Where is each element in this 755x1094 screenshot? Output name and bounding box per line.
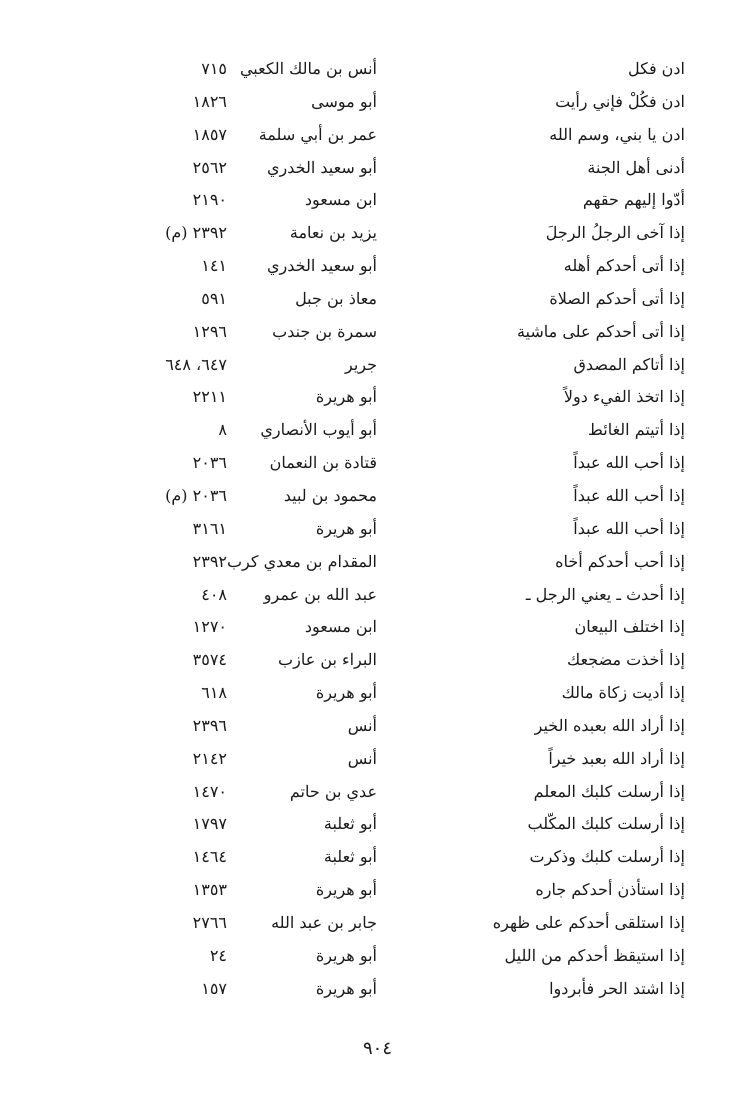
hadith-opening: إذا أرسلت كلبك المعلم [533,781,685,801]
hadith-opening: إذا استيقظ أحدكم من الليل [504,945,685,965]
hadith-opening: إذا أحب أحدكم أخاه [555,551,685,571]
narrator-name: أنس بن مالك الكعبي [239,59,377,78]
narrator-name: أبو هريرة [315,978,377,998]
hadith-opening: إذا أحب الله عبداً [573,518,685,538]
hadith-number: ٢١٩٠ [192,190,227,210]
narrator-name: أنس [347,748,377,768]
index-row [0,579,755,612]
hadith-opening: أدّوا إليهم حقهم [582,190,685,210]
hadith-opening: إذا أتيتم الغائط [588,420,685,440]
hadith-number: ٢٤ [209,945,227,965]
index-row [0,349,755,382]
narrator-name: أبو سعيد الخدري [267,256,377,276]
index-row [0,546,755,579]
index-row [0,414,755,447]
hadith-opening: إذا أحب الله عبداً [573,453,685,473]
narrator-name: قتادة بن النعمان [269,453,377,473]
hadith-number: ٨ [218,420,227,440]
index-row [0,841,755,874]
narrator-name: المقدام بن معدي كرب [226,551,377,571]
hadith-number: ١٧٩٧ [192,814,227,834]
hadith-number: ٥٩١ [201,288,227,308]
index-row [0,611,755,644]
narrator-name: يزيد بن نعامة [289,223,377,243]
index-row [0,743,755,776]
hadith-opening: إذا أراد الله بعبده الخير [534,715,685,735]
hadith-opening: إذا أتى أحدكم أهله [563,256,685,276]
index-row [0,907,755,940]
index-row [0,808,755,841]
hadith-opening: إذا اشتد الحر فأبردوا [549,978,685,998]
hadith-opening: ادن فكُلْ فإني رأيت [555,91,685,111]
hadith-opening: إذا أرسلت كلبك المكّلب [527,814,685,834]
index-row [0,644,755,677]
hadith-opening: إذا أتى أحدكم الصلاة [549,288,685,308]
index-row [0,53,755,86]
hadith-number: ٣١٦١ [192,518,227,538]
hadith-number: ١٤١ [201,256,227,276]
narrator-name: أبو ثعلبة [323,847,377,867]
hadith-number: ١٣٥٣ [192,880,227,900]
index-row [0,710,755,743]
hadith-opening: إذا أرسلت كلبك وذكرت [529,847,685,867]
narrator-name: عمر بن أبي سلمة [258,124,377,144]
hadith-opening: إذا أديت زكاة مالك [561,683,685,703]
narrator-name: أبو موسى [311,91,377,111]
hadith-number: ١٢٩٦ [192,321,227,341]
narrator-name: محمود بن لبيد [283,485,377,505]
index-row [0,973,755,1006]
hadith-number: ٢١٤٢ [192,748,227,768]
index-row [0,940,755,973]
index-row [0,776,755,809]
narrator-name: جابر بن عبد الله [271,912,377,932]
narrator-name: أبو هريرة [315,945,377,965]
hadith-number: ٢٥٦٢ [192,157,227,177]
hadith-number: ١٨٥٧ [192,124,227,144]
narrator-name: سمرة بن جندب [272,321,377,341]
index-row [0,217,755,250]
narrator-name: أبو هريرة [315,880,377,900]
narrator-name: أبو هريرة [315,387,377,407]
narrator-name: عدي بن حاتم [289,781,377,801]
hadith-opening: إذا أحب الله عبداً [573,485,685,505]
narrator-name: أنس [347,715,377,735]
hadith-opening: إذا أخذت مضجعك [567,650,685,670]
narrator-name: أبو هريرة [315,518,377,538]
index-row [0,316,755,349]
hadith-number: ١٤٧٠ [192,781,227,801]
narrator-name: جرير [345,354,377,374]
narrator-name: ابن مسعود [304,617,377,637]
hadith-number: ١٤٦٤ [192,847,227,867]
hadith-number: ٢٣٩٦ [192,715,227,735]
index-row [0,874,755,907]
narrator-name: عبد الله بن عمرو [263,584,377,604]
index-row [0,447,755,480]
hadith-number: ٤٠٨ [201,584,227,604]
hadith-opening: إذا آخى الرجلُ الرجلَ [545,223,685,243]
index-row [0,480,755,513]
hadith-number: ٢٣٩٢ [192,551,227,571]
hadith-number: ٢٣٩٢ (م) [165,223,227,243]
index-row [0,381,755,414]
narrator-name: معاذ بن جبل [295,288,377,308]
index-row [0,119,755,152]
hadith-opening: ادن يا بني، وسم الله [549,124,685,144]
hadith-opening: أدنى أهل الجنة [587,157,685,177]
hadith-opening: إذا أحدث ـ يعني الرجل ـ [525,584,685,604]
index-row [0,184,755,217]
hadith-number: ٢٧٦٦ [192,912,227,932]
index-row [0,86,755,119]
hadith-opening: إذا أراد الله بعبد خيراً [548,748,685,768]
hadith-number: ٣٥٧٤ [192,650,227,670]
page-number: ٩٠٤ [362,1038,392,1059]
index-row [0,677,755,710]
hadith-number: ٧١٥ [201,59,227,78]
index-row [0,513,755,546]
index-row [0,283,755,316]
hadith-number: ٢٠٣٦ (م) [165,485,227,505]
narrator-name: أبو هريرة [315,683,377,703]
narrator-name: أبو أيوب الأنصاري [260,420,377,440]
hadith-opening: إذا أتاكم المصدق [573,354,685,374]
index-row [0,250,755,283]
hadith-opening: إذا استأذن أحدكم جاره [535,880,685,900]
hadith-opening: إذا أتى أحدكم على ماشية [516,321,685,341]
narrator-name: ابن مسعود [304,190,377,210]
narrator-name: أبو سعيد الخدري [267,157,377,177]
index-row [0,152,755,185]
hadith-number: ٢٢١١ [192,387,227,407]
hadith-opening: إذا استلقى أحدكم على ظهره [492,912,685,932]
hadith-number: ١٨٢٦ [192,91,227,111]
hadith-opening: ادن فكل [627,59,685,78]
narrator-name: أبو ثعلبة [323,814,377,834]
narrator-name: البراء بن عازب [278,650,377,670]
hadith-opening: إذا اختلف البيعان [574,617,685,637]
hadith-number: ٦٤٧، ٦٤٨ [165,354,227,374]
hadith-opening: إذا اتخذ الفيء دولاً [563,387,685,407]
hadith-number: ١٥٧ [201,978,227,998]
hadith-number: ٢٠٣٦ [192,453,227,473]
hadith-number: ٦١٨ [201,683,227,703]
hadith-number: ١٢٧٠ [192,617,227,637]
hadith-index-list [0,53,755,1005]
